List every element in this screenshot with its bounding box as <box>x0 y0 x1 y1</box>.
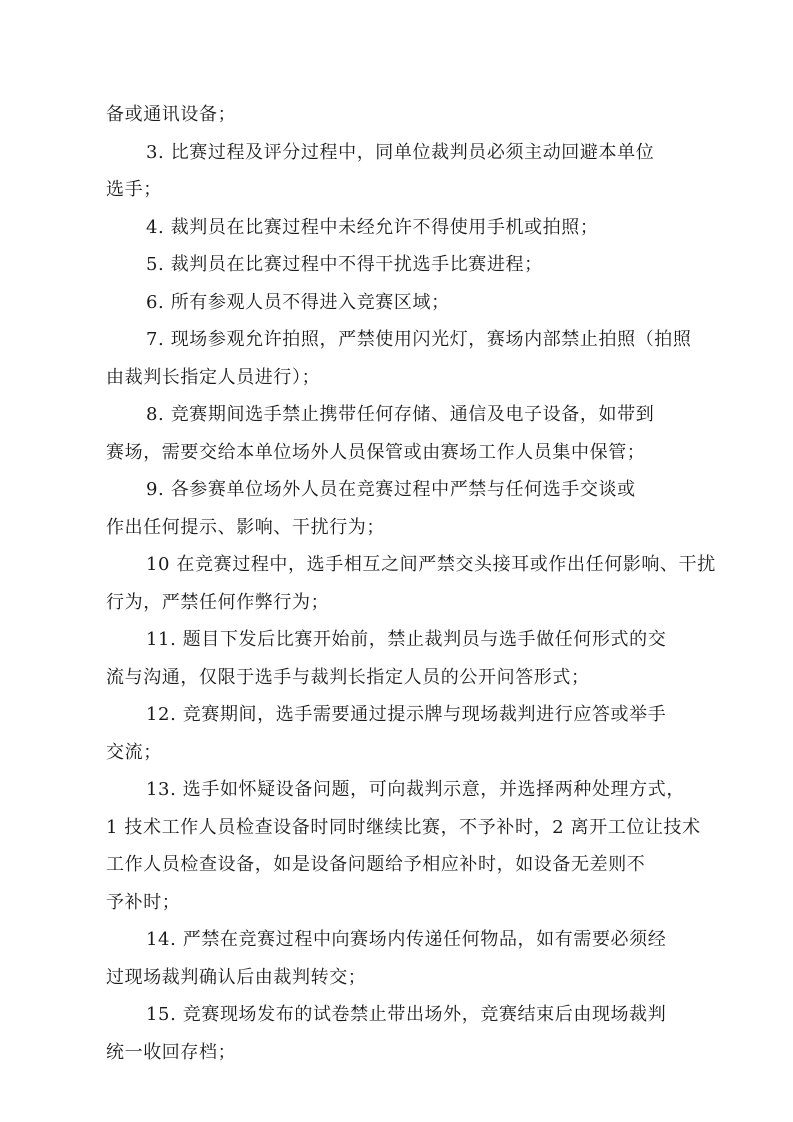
paragraph-line: 12. 竞赛期间，选手需要通过提示牌与现场裁判进行应答或举手 <box>146 704 667 725</box>
rule-item-11 <box>106 621 708 696</box>
rule-item-5 <box>106 246 708 284</box>
rule-item-13 <box>106 771 708 921</box>
rule-item-15 <box>106 996 708 1071</box>
paragraph-line: 13. 选手如怀疑设备问题，可向裁判示意，并选择两种处理方式， <box>146 779 685 800</box>
paragraph-line: 8. 竞赛期间选手禁止携带任何存储、通信及电子设备，如带到 <box>146 404 655 425</box>
paragraph-line: 赛场，需要交给本单位场外人员保管或由赛场工作人员集中保管； <box>106 441 646 463</box>
rule-item-6 <box>106 284 708 322</box>
paragraph-line: 15. 竞赛现场发布的试卷禁止带出场外，竞赛结束后由现场裁判 <box>146 1004 667 1025</box>
rule-item-10 <box>106 546 716 621</box>
rule-item-4 <box>106 209 708 247</box>
rule-item-8 <box>106 396 708 471</box>
paragraph-line: 统一收回存档； <box>106 1041 237 1063</box>
paragraph-line: 3. 比赛过程及评分过程中，同单位裁判员必须主动回避本单位 <box>146 141 655 163</box>
paragraph-line: 作出任何提示、影响、干扰行为； <box>106 516 385 538</box>
paragraph-line: 9. 各参赛单位场外人员在竞赛过程中严禁与任何选手交谈或 <box>146 479 636 500</box>
paragraph-line: 6. 所有参观人员不得进入竞赛区域； <box>146 291 450 313</box>
paragraph-line: 由裁判长指定人员进行）； <box>106 366 321 388</box>
paragraph-line: 过现场裁判确认后由裁判转交； <box>106 966 367 988</box>
paragraph-line: 5. 裁判员在比赛过程中不得干扰选手比赛进程； <box>146 254 543 275</box>
paragraph-line: 流与沟通，仅限于选手与裁判长指定人员的公开问答形式； <box>106 666 590 688</box>
paragraph-line: 行为，严禁任何作弊行为； <box>106 591 330 613</box>
paragraph-line: 11. 题目下发后比赛开始前，禁止裁判员与选手做任何形式的交 <box>146 629 667 650</box>
paragraph-line: 7. 现场参观允许拍照，严禁使用闪光灯，赛场内部禁止拍照（拍照 <box>146 329 692 350</box>
paragraph-line: 1 技术工作人员检查设备时同时继续比赛，不予补时，2 离开工位让技术 <box>106 816 701 838</box>
paragraph-line: 14. 严禁在竞赛过程中向赛场内传递任何物品，如有需要必须经 <box>146 929 667 950</box>
rule-item-3 <box>106 134 708 209</box>
rule-item-9 <box>106 471 708 546</box>
paragraph-line: 备或通讯设备； <box>106 104 237 125</box>
paragraph-line: 予补时； <box>106 891 181 913</box>
rule-item-12 <box>106 696 708 771</box>
document-body <box>106 96 716 1071</box>
paragraph-line: 10 在竞赛过程中，选手相互之间严禁交头接耳或作出任何影响、干扰 <box>146 554 716 575</box>
rule-item-7 <box>106 321 708 396</box>
paragraph-line: 工作人员检查设备，如是设备问题给予相应补时，如设备无差则不 <box>106 854 646 875</box>
rule-item-14 <box>106 921 708 996</box>
paragraph-line: 选手； <box>106 179 162 200</box>
paragraph-line: 交流； <box>106 741 162 763</box>
paragraph-line: 4. 裁判员在比赛过程中未经允许不得使用手机或拍照； <box>146 216 599 238</box>
paragraph-continuation <box>106 96 708 134</box>
